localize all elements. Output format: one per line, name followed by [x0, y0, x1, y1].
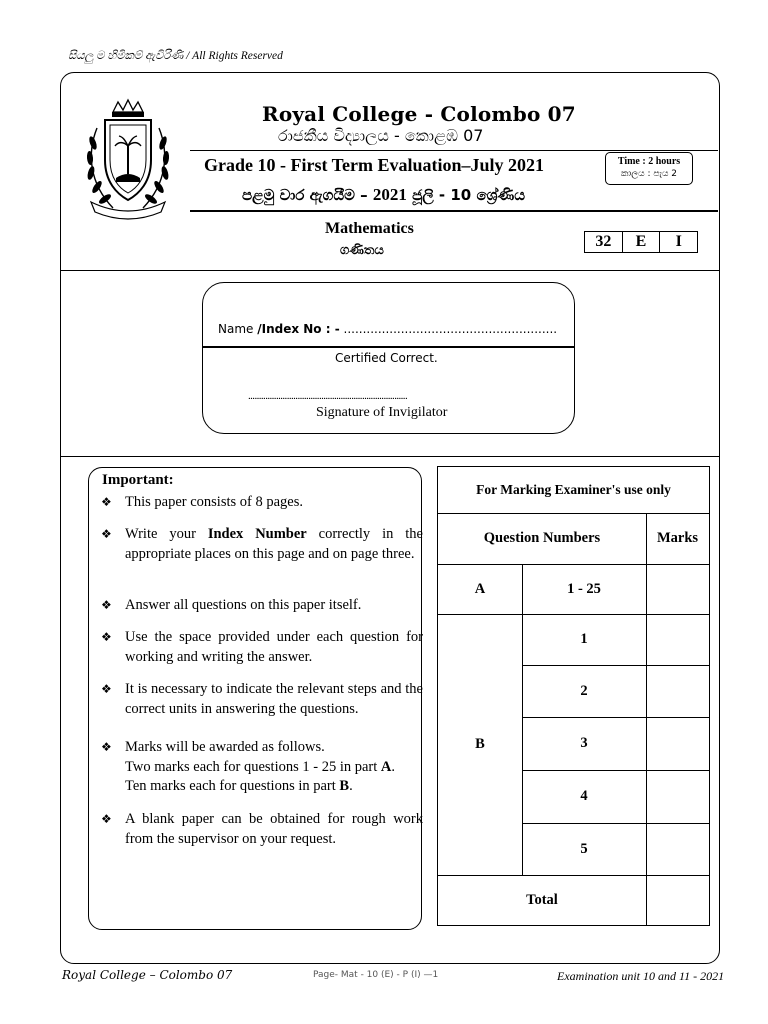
subject-sinhala: ගණිතය [340, 243, 384, 258]
index-label: /Index No : - [257, 322, 340, 336]
marks-line-1: Marks will be awarded as follows. [125, 739, 325, 755]
bullet-icon: ❖ [101, 812, 112, 826]
footer-school: Royal College – Colombo 07 [62, 968, 233, 982]
instruction-text: Answer all questions on this paper itself. [125, 597, 362, 613]
instruction-text-post: correctly in the appropriate places on this page and on page three. [125, 526, 423, 562]
bullet-icon: ❖ [101, 495, 112, 509]
name-label: Name [218, 322, 258, 336]
instruction-item [101, 493, 423, 513]
marks-line-3-bold: B [339, 778, 350, 794]
marks-line-2-pre: Two marks each for questions 1 - 25 in part [125, 758, 381, 775]
header-divider [190, 150, 718, 151]
certified-correct-label: Certified Correct. [335, 351, 438, 365]
time-english: Time : 2 hours [617, 156, 681, 167]
paper-code-box [584, 231, 698, 253]
instruction-item [101, 738, 423, 797]
part-a-range: 1 - 25 [567, 580, 601, 597]
instruction-text: Use the space provided under each question for working and writing the answer. [125, 629, 423, 665]
bullet-icon: ❖ [101, 740, 112, 754]
part-b-question: 5 [580, 840, 588, 857]
important-title: Important: [102, 472, 174, 488]
exam-title-sinhala-post: ජූලි - 10 ශ්‍රේණිය [406, 186, 526, 204]
paper-code-number: 32 [595, 233, 612, 250]
instruction-text-pre: Write your [125, 526, 208, 542]
bullet-icon: ❖ [101, 527, 112, 541]
paper-code-medium: E [622, 232, 660, 252]
part-b-label: B [475, 736, 485, 752]
marking-table [437, 466, 710, 926]
time-sinhala: කාලය : පැය 2 [620, 169, 678, 179]
bullet-icon: ❖ [101, 598, 112, 612]
instruction-item [101, 596, 423, 616]
paper-code-part: I [659, 232, 697, 252]
part-a-label: A [474, 580, 486, 597]
marking-table-title: For Marking Examiner's use only [476, 482, 671, 497]
marks-line-2-post: . [391, 758, 396, 775]
marks-header: Marks [656, 530, 699, 546]
exam-title: Grade 10 - First Term Evaluation–July 2021 [204, 155, 545, 175]
copyright-notice: සියලු ම හිමිකම් ඇවිරිණි / All Rights Reserved [68, 50, 283, 62]
instruction-item [101, 810, 423, 849]
time-allowed-box [605, 152, 693, 185]
school-name-sinhala: රාජකීය විද්‍යාලය - කොළඹ 07 [278, 126, 484, 145]
marks-line-2-bold: A [380, 758, 392, 775]
footer-page-code: Page- Mat - 10 (E) - P (I) —1 [313, 970, 439, 980]
question-numbers-header: Question Numbers [483, 530, 601, 546]
marks-line-3 [125, 777, 423, 797]
instruction-item [101, 680, 423, 719]
instruction-text-bold: Index Number [207, 526, 307, 542]
instruction-text: A blank paper can be obtained for rough work from the supervisor on your request. [125, 811, 423, 847]
part-b-question: 1 [580, 631, 588, 647]
name-index-field[interactable] [218, 322, 557, 336]
subject-english: Mathematics [325, 220, 414, 237]
instruction-item [101, 525, 423, 564]
exam-title-sinhala-year: 2021 [372, 185, 407, 204]
marks-line-3-post: . [349, 778, 353, 794]
footer-exam-unit: Examination unit 10 and 11 - 2021 [557, 969, 725, 983]
instruction-text: This paper consists of 8 pages. [125, 494, 303, 510]
name-box-divider [203, 346, 574, 348]
exam-title-sinhala [242, 185, 525, 205]
instruction-text [125, 738, 423, 797]
college-crest-icon [83, 98, 173, 220]
table-rule [646, 513, 647, 925]
part-b-question: 2 [580, 682, 588, 699]
part-b-question: 4 [580, 788, 588, 804]
instruction-text [125, 525, 423, 564]
exam-title-sinhala-pre: පළමු වාර ඇගයීම – [242, 186, 373, 204]
school-name-english: Royal College - Colombo 07 [262, 102, 576, 126]
name-dots: ........................................................ [339, 322, 558, 336]
part-b-question: 3 [580, 735, 588, 751]
header-divider-thick [190, 210, 718, 212]
instruction-item [101, 628, 423, 667]
bullet-icon: ❖ [101, 630, 112, 644]
marks-line-2 [125, 758, 423, 778]
signature-line[interactable]: .......................................................................... [248, 390, 408, 402]
signature-label: Signature of Invigilator [316, 405, 448, 420]
bullet-icon: ❖ [101, 682, 112, 696]
instruction-text: It is necessary to indicate the relevant steps and the correct units in answering the questions. [125, 681, 423, 717]
section-divider [61, 270, 719, 271]
section-divider-lower [61, 456, 719, 457]
total-label: Total [526, 891, 558, 908]
marks-line-3-pre: Ten marks each for questions in part [125, 778, 340, 794]
